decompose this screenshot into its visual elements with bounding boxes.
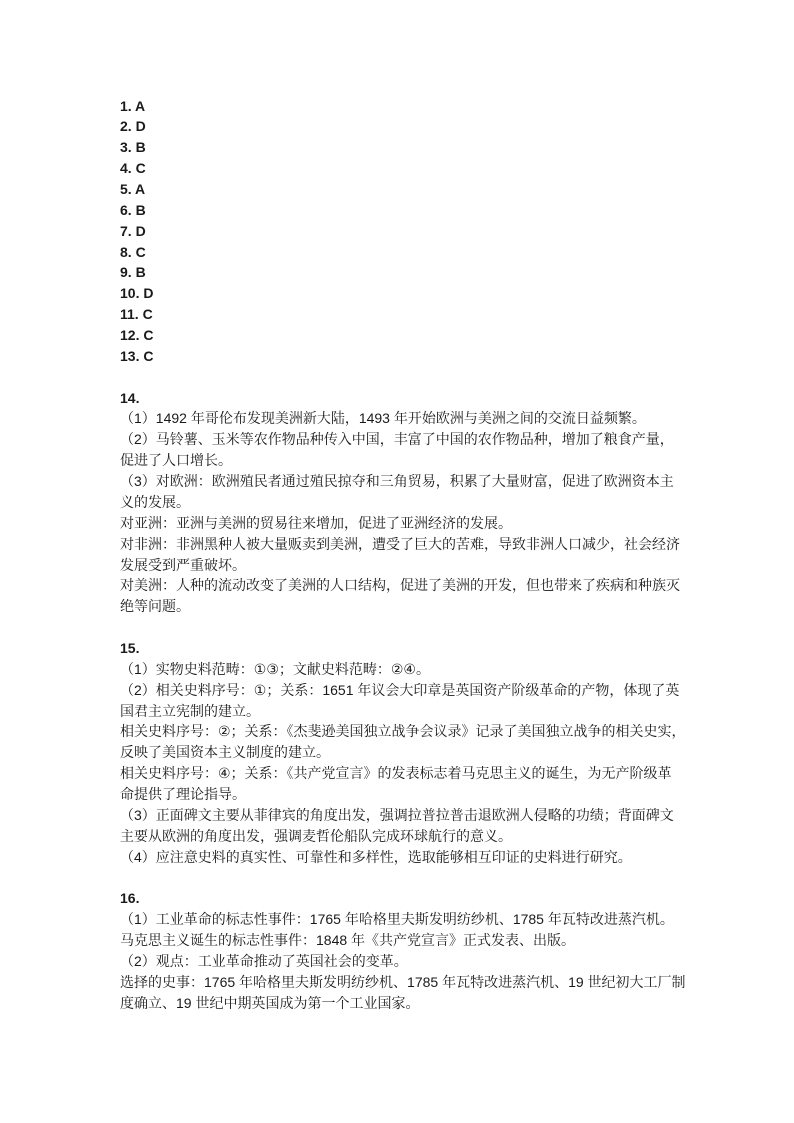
choice-answer-9: 9. B (120, 264, 146, 281)
answer-line: （3）正面碑文主要从菲律宾的角度出发，强调拉普拉普击退欧洲人侵略的功绩；背面碑文 (120, 806, 674, 823)
question-14-answer (120, 388, 690, 617)
choice-answer-1: 1. A (120, 97, 146, 114)
answer-line: （1）1492 年哥伦布发现美洲新大陆，1493 年开始欧洲与美洲之间的交流日益频繁。 (120, 410, 646, 427)
answer-line: 度确立、19 世纪中期英国成为第一个工业国家。 (120, 994, 420, 1011)
answer-line: 命提供了理论指导。 (120, 785, 246, 802)
question-number: 16. (120, 890, 140, 907)
blank-line (120, 367, 690, 388)
answer-line: 义的发展。 (120, 493, 190, 510)
choice-answer-11: 11. C (120, 306, 153, 323)
answer-line: （4）应注意史料的真实性、可靠性和多样性，选取能够相互印证的史料进行研究。 (120, 848, 632, 865)
choice-answer-5: 5. A (120, 181, 146, 198)
answer-line: 对美洲：人种的流动改变了美洲的人口结构，促进了美洲的开发，但也带来了疾病和种族灭 (120, 577, 680, 594)
answer-line: 发展受到严重破坏。 (120, 556, 246, 573)
answer-key-content (120, 96, 690, 1014)
answer-line: 对亚洲：亚洲与美洲的贸易往来增加，促进了亚洲经济的发展。 (120, 514, 512, 531)
question-16-answer (120, 888, 690, 1013)
answer-line: 国君主立宪制的建立。 (120, 702, 260, 719)
answer-line: （1）工业革命的标志性事件：1765 年哈格里夫斯发明纺纱机、1785 年瓦特改进蒸汽机。 (120, 911, 674, 928)
question-15-answer (120, 638, 690, 867)
answer-line: （3）对欧洲：欧洲殖民者通过殖民掠夺和三角贸易，积累了大量财富，促进了欧洲资本主 (120, 473, 674, 490)
choice-answer-2: 2. D (120, 118, 146, 135)
choice-answer-3: 3. B (120, 139, 146, 156)
choice-answer-10: 10. D (120, 285, 154, 302)
blank-line (120, 867, 690, 888)
blank-line (120, 617, 690, 638)
choice-answer-13: 13. C (120, 347, 154, 364)
answer-line: 对非洲：非洲黑种人被大量贩卖到美洲，遭受了巨大的苦难，导致非洲人口减少，社会经济 (120, 535, 680, 552)
answer-line: 主要从欧洲的角度出发，强调麦哲伦船队完成环球航行的意义。 (120, 827, 512, 844)
choice-answer-8: 8. C (120, 243, 146, 260)
answer-line: （2）观点：工业革命推动了英国社会的变革。 (120, 952, 408, 969)
choice-answer-4: 4. C (120, 160, 146, 177)
answer-line: 绝等问题。 (120, 598, 190, 615)
answer-line: 反映了美国资本主义制度的建立。 (120, 744, 330, 761)
question-number: 15. (120, 639, 140, 656)
answer-line: 相关史料序号：④；关系：《共产党宣言》的发表标志着马克思主义的诞生，为无产阶级革 (120, 765, 672, 782)
answer-line: 选择的史事：1765 年哈格里夫斯发明纺纱机、1785 年瓦特改进蒸汽机、19 世纪初大工厂制 (120, 973, 686, 990)
answer-line: 相关史料序号：②；关系：《杰斐逊美国独立战争会议录》记录了美国独立战争的相关史实， (120, 723, 686, 740)
choice-answer-7: 7. D (120, 222, 146, 239)
answer-line: 马克思主义诞生的标志性事件：1848 年《共产党宣言》正式发表、出版。 (120, 931, 576, 948)
answer-line: （2）马铃薯、玉米等农作物品种传入中国，丰富了中国的农作物品种，增加了粮食产量， (120, 431, 674, 448)
answer-line: （2）相关史料序号：①；关系：1651 年议会大印章是英国资产阶级革命的产物，体现了英 (120, 681, 680, 698)
answer-line: （1）实物史料范畴：①③；文献史料范畴：②④。 (120, 660, 430, 677)
question-number: 14. (120, 389, 140, 406)
choice-answer-12: 12. C (120, 327, 154, 344)
answer-line: 促进了人口增长。 (120, 452, 232, 469)
choice-answer-6: 6. B (120, 201, 146, 218)
choice-answers-list (120, 96, 690, 367)
